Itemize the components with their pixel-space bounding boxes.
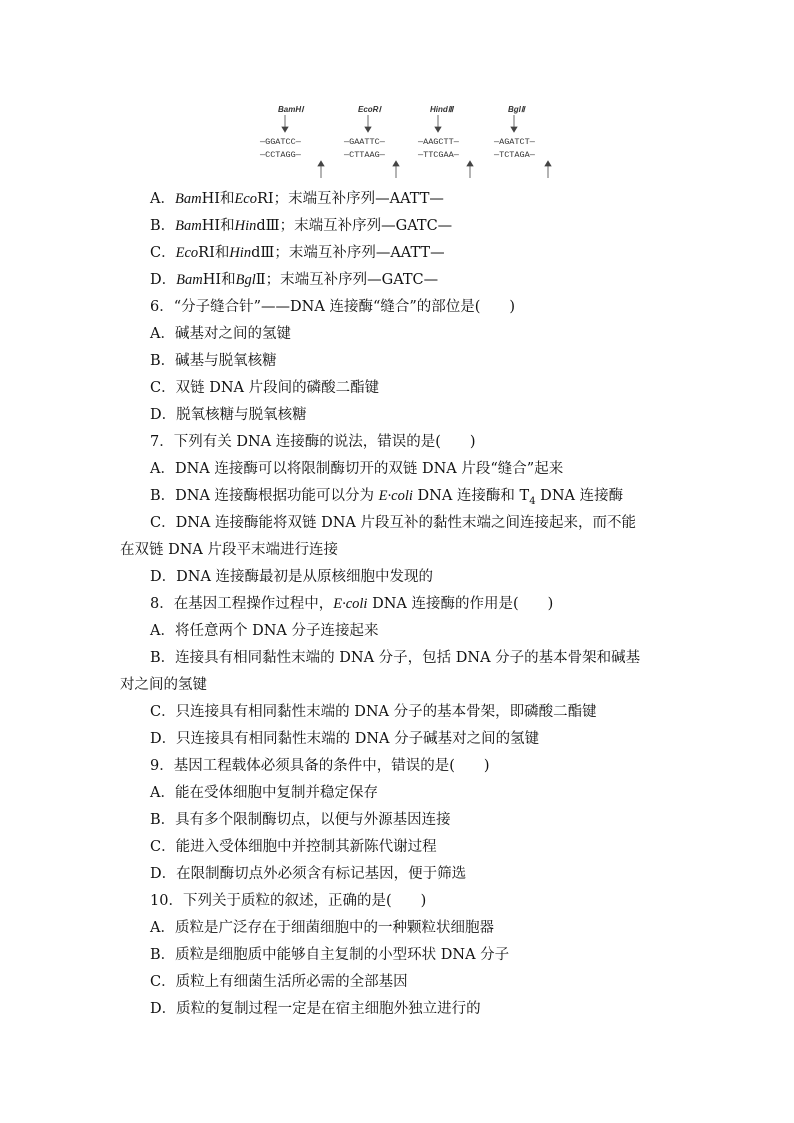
- top-strand-2: —GAATTC—: [344, 137, 385, 147]
- q7-option-a: A．DNA 连接酶可以将限制酶切开的双链 DNA 片段“缝合”起来: [150, 461, 564, 477]
- cut-arrowhead-bottom-4: [545, 161, 551, 166]
- q7-stem: 7．下列有关 DNA 连接酶的说法，错误的是( ): [150, 434, 476, 450]
- enzyme-label-bamhi: BamHⅠ: [278, 105, 304, 114]
- bottom-strand-3: —TTCGAA—: [418, 150, 459, 160]
- q10-option-c: C．质粒上有细菌生活所必需的全部基因: [150, 974, 408, 990]
- bottom-strand-2: —CTTAAG—: [344, 150, 385, 160]
- q9-option-d: D．在限制酶切点外必须含有标记基因，便于筛选: [150, 866, 467, 882]
- q9-stem: 9．基因工程载体必须具备的条件中，错误的是( ): [150, 758, 490, 774]
- q6-option-a: A．碱基对之间的氢键: [150, 326, 291, 342]
- q8-option-d: D．只连接具有相同黏性末端的 DNA 分子碱基对之间的氢键: [150, 731, 540, 747]
- q8-stem: 8．在基因工程操作过程中，E·coli DNA 连接酶的作用是( ): [150, 596, 554, 612]
- q10-stem: 10．下列关于质粒的叙述，正确的是( ): [150, 893, 427, 909]
- q9-option-b: B．具有多个限制酶切点，以便与外源基因连接: [150, 812, 451, 828]
- q8-option-a: A．将任意两个 DNA 分子连接起来: [150, 623, 379, 639]
- q7-option-c-line2: 在双链 DNA 片段平末端进行连接: [120, 542, 339, 558]
- q9-option-c: C．能进入受体细胞中并控制其新陈代谢过程: [150, 839, 437, 855]
- q5-option-b: B．BamHⅠ和HindⅢ；末端互补序列—GATC—: [150, 218, 453, 234]
- cut-arrowhead-bottom-2: [393, 161, 399, 166]
- q5-option-a: A．BamHⅠ和EcoRⅠ；末端互补序列—AATT—: [150, 191, 444, 207]
- cut-arrowhead-top-3: [435, 127, 441, 132]
- restriction-site-figure: [258, 102, 568, 180]
- cut-arrowhead-top-1: [282, 127, 288, 132]
- q8-option-c: C．只连接具有相同黏性末端的 DNA 分子的基本骨架，即磷酸二酯键: [150, 704, 597, 720]
- q9-option-a: A．能在受体细胞中复制并稳定保存: [150, 785, 378, 801]
- q5-option-c: C．EcoRⅠ和HindⅢ；末端互补序列—AATT—: [150, 245, 445, 261]
- cut-arrowhead-bottom-1: [318, 161, 324, 166]
- q10-option-d: D．质粒的复制过程一定是在宿主细胞外独立进行的: [150, 1001, 481, 1017]
- q10-option-b: B．质粒是细胞质中能够自主复制的小型环状 DNA 分子: [150, 947, 510, 963]
- cut-arrowhead-bottom-3: [467, 161, 473, 166]
- enzyme-label-hindiii: HindⅢ: [430, 105, 454, 114]
- q6-stem: 6．“分子缝合针”——DNA 连接酶“缝合”的部位是( ): [150, 299, 516, 315]
- q6-option-d: D．脱氧核糖与脱氧核糖: [150, 407, 307, 423]
- q7-option-d: D．DNA 连接酶最初是从原核细胞中发现的: [150, 569, 434, 585]
- cut-arrowhead-top-2: [365, 127, 371, 132]
- enzyme-label-ecori: EcoRⅠ: [358, 105, 381, 114]
- q8-option-b-line1: B．连接具有相同黏性末端的 DNA 分子，包括 DNA 分子的基本骨架和碱基: [150, 650, 641, 666]
- restriction-site-diagram: [258, 102, 568, 180]
- top-strand-3: —AAGCTT—: [418, 137, 459, 147]
- q7-option-b: B．DNA 连接酶根据功能可以分为 E·coli DNA 连接酶和 $T_4$ DNA 连接酶: [150, 488, 624, 507]
- q8-option-b-line2: 对之间的氢键: [120, 677, 207, 693]
- bottom-strand-4: —TCTAGA—: [494, 150, 535, 160]
- enzyme-label-bglii: BglⅡ: [508, 105, 525, 114]
- bottom-strand-1: —CCTAGG—: [260, 150, 301, 160]
- q5-option-d: D．BamHⅠ和BglⅡ；末端互补序列—GATC—: [150, 272, 439, 288]
- cut-arrowhead-top-4: [511, 127, 517, 132]
- q7-option-c-line1: C．DNA 连接酶能将双链 DNA 片段互补的黏性末端之间连接起来，而不能: [150, 515, 636, 531]
- top-strand-4: —AGATCT—: [494, 137, 535, 147]
- q6-option-c: C．双链 DNA 片段间的磷酸二酯键: [150, 380, 380, 396]
- top-strand-1: —GGATCC—: [260, 137, 301, 147]
- q6-option-b: B．碱基与脱氧核糖: [150, 353, 277, 369]
- q10-option-a: A．质粒是广泛存在于细菌细胞中的一种颗粒状细胞器: [150, 920, 494, 936]
